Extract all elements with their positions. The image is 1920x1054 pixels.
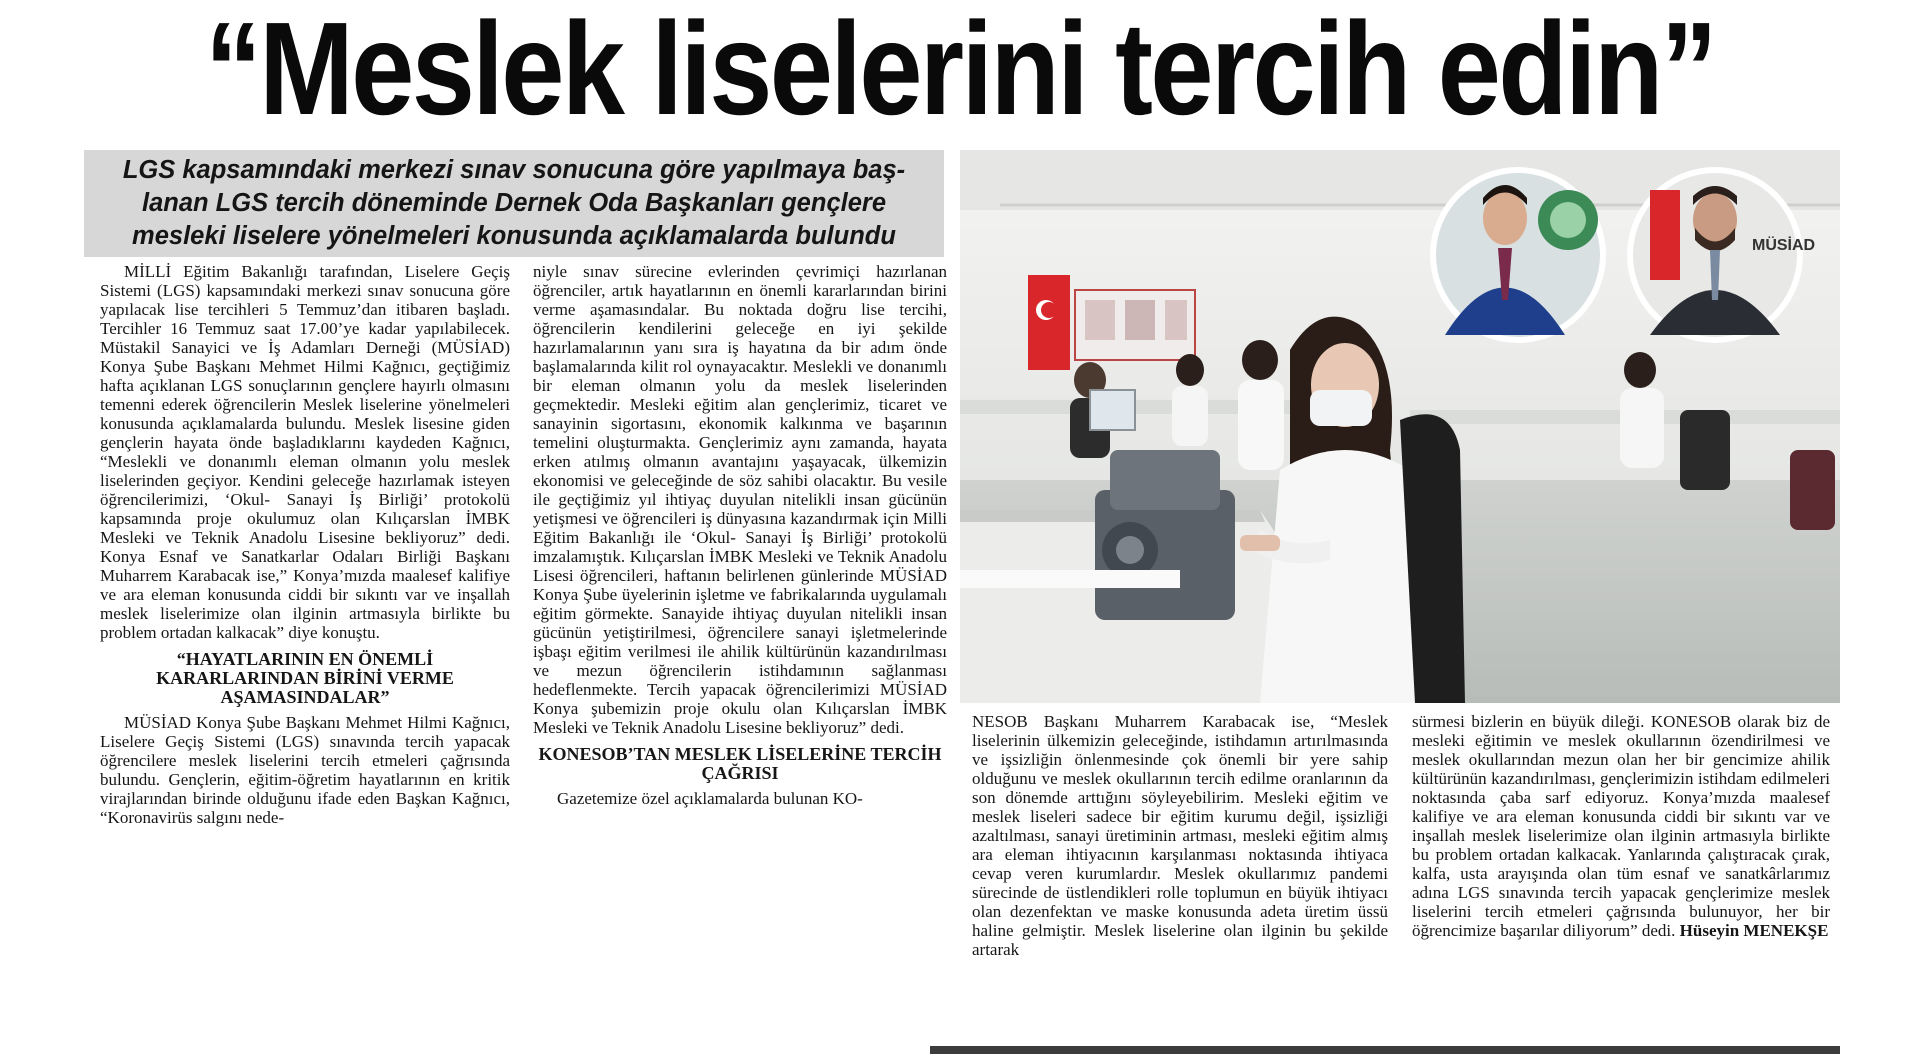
article-column-4 bbox=[1412, 712, 1830, 940]
col1-paragraph-2: MÜSİAD Konya Şube Başkanı Mehmet Hilmi Kağnıcı, Liselere Geçiş Sistemi (LGS) sınavında tercih yapacak öğrencilere meslek liselerini tercih etmeleri çağrısında bulundu. Gençlerin, eğitim-öğretim hayatlarının en kritik virajlarından birinde olduğunu ifade eden Başkan Kağnıcı, “Koronavirüs salgını nede- bbox=[100, 713, 510, 827]
bottom-rule bbox=[930, 1046, 1840, 1054]
col2-paragraph-1: niyle sınav sürecine evlerinden çevrimiçi hazırlanan öğrenciler, artık hayatlarının en önemli kararlarından birini verme aşamasındalar. Bu noktada doğru lise tercihi, öğrencilerin kendilerini geleceğe en iyi şekilde hazırlamalarının yanı sıra iş hayatına da bir adım önde başlamalarında kilit rol oynayacaktır. Meslekli ve donanımlı bir eleman olmanın yolu da meslek liselerinden geçmektedir. Mesleki eğitim alan gençlerimiz, ticaret ve sanayinin sigortasını, ekonomik kalkınma ve başarının temelini oluşturmakta. Gençlerimiz aynı zamanda, hayata erken atılmış olmanın avantajını yaşayacak, ülkemizin ekonomisi ve geleceğinde de söz sahibi olacaktır. Bu vesile ile geçtiğimiz yıl ihtiyaç duyulan nitelikli insan gücünün yetişmesi ve öğrencileri iş dünyasına kazandırmak için Milli Eğitim Bakanlığı ile ‘Okul- Sanayi İş Birliği’ protokolü imzalamıştık. Kılıçarslan İMBK Mesleki ve Teknik Anadolu Lisesi öğrencileri, haftanın belirlenen günlerinde MÜSİAD Konya Şube üyelerinin işletme ve fabrikalarında uygulamalı eğitim görmekte. Sanayide ihtiyaç duyulan nitelikli insan gücünün yetiştirilmesi, öğrencilere sanayi işletmelerinde işbaşı eğitim verilmesi ile ahilik kültürünün kazandırılması ve mezun öğrencilerin istihdamının sağlanması hedeflenmekte. Tercih yapacak öğrencilerimizi MÜSİAD Konya şubemizin proje okulu olan Kılıçarslan İMBK Mesleki ve Teknik Anadolu Lisesine bekliyoruz” dedi. bbox=[533, 262, 947, 737]
col1-subheading: “HAYATLARININ EN ÖNEMLİ KARARLARINDAN BİRİNİ VERME AŞAMASINDALAR” bbox=[156, 649, 454, 707]
headline: “Meslek liselerini tercih edin” bbox=[205, 0, 1715, 142]
article-column-3 bbox=[972, 712, 1388, 959]
turkish-flag-icon bbox=[1028, 275, 1070, 370]
portrait-left bbox=[1430, 167, 1606, 343]
sewing-class-photo bbox=[960, 150, 1840, 703]
col3-paragraph-1: NESOB Başkanı Muharrem Karabacak ise, “Meslek liselerinin ülkemizin geleceğinde, istihdamın artırılmasında ve işsizliğin önlenmesinde çok önemli bir yere sahip olduğunu ve meslek okullarının tercih edilme oranlarının da son dönemde arttığını söyleyebilirim. Mesleki eğitim ve meslek liseleri sadece bir eğitim kurumu değil, işsizliği azaltılması, sanayi üretiminin artması, mesleki eğitim almış ara eleman ihtiyacının karşılanması noktasında ihtiyaca cevap veren kurumlardır. Meslek okullarımız pandemi sürecinde de üstlendikleri rolle toplumun en büyük ihtiyacı olan dezenfektan ve maske konusunda adeta üretim üssü haline gelmiştir. Meslek liselerine olan ilginin bu şekilde artarak bbox=[972, 712, 1388, 959]
col4-text: sürmesi bizlerin en büyük dileği. KONESOB olarak biz de mesleki eğitimin ve meslek okullarının özendirilmesi ve meslek okullarından mezun olan her bir gencimize ahilik kültürünün kazandırılması, gençlerimizin istihdam edilmeleri noktasında çaba sarf ediyoruz. Konya’mızda maalesef kalifiye ve ara eleman konusunda ciddi bir sıkıntı var ve inşallah meslek liselerimize olan ilginin artmasıyla birlikte bu problem ortadan kalkacak. Yanlarında çalıştıracak çırak, kalfa, usta arayışında olan tüm esnaf ve sanatkârlarımız adına LGS sınavında tercih yapacak gençlerimize meslek liselerini tercih etmeleri çağrısında bulunuyor, her bir öğrencimize başarılar diliyorum” dedi. bbox=[1412, 712, 1830, 940]
col4-paragraph-1 bbox=[1412, 712, 1830, 940]
col2-paragraph-2: Gazetemize özel açıklamalarda bulunan KO- bbox=[557, 789, 863, 808]
article-column-1 bbox=[100, 262, 510, 827]
article-column-2 bbox=[533, 262, 947, 808]
subheadline-box bbox=[84, 150, 944, 257]
col1-paragraph-1: MİLLİ Eğitim Bakanlığı tarafından, Liselere Geçiş Sistemi (LGS) kapsamındaki merkezi sınav sonucuna göre yapılacak lise tercihleri 5 Temmuz’dan itibaren başladı. Tercihler 16 Temmuz saat 17.00’ye kadar yapılabilecek. Müstakil Sanayici ve İş Adamları Derneği (MÜSİAD) Konya Şube Başkanı Mehmet Hilmi Kağnıcı, geçtiğimiz hafta açıklanan LGS sonuçlarının gençlere hayırlı olmasını temenni ederek öğrencilerin Meslek liselerine yönelmeleri konusunda açıklamalarda bulundu. Meslek lisesine giden gençlerin hayata önde başladıklarını kaydeden Kağnıcı, “Meslekli ve donanımlı eleman olmanın yolu meslek liselerinden geçiyor. Kendini geleceğe hazırlamak isteyen öğrencilerimizi, ‘Okul- Sanayi İş Birliği’ protokolü kapsamında proje okulumuz olan Kılıçarslan İMBK Mesleki ve Teknik Anadolu Lisesine bekliyoruz” dedi. Konya Esnaf ve Sanatkarlar Odaları Birliği Başkanı Muharrem Karabacak ise,” Konya’mızda maalesef kalifiye ve ara eleman konusunda ciddi bir sıkıntı var ve inşallah meslek liselerimize olan ilginin artmasıyla birlikte bu problem ortadan kalkacak” diye konuştu. bbox=[100, 262, 510, 642]
author-signature: Hüseyin MENEKŞE bbox=[1679, 921, 1829, 940]
musiad-banner-text: MÜSİAD bbox=[1752, 237, 1816, 254]
subheadline: LGS kapsamındaki merkezi sınav sonucuna göre yapılmaya baş-lanan LGS tercih döneminde Dernek Oda Başkanları gençlere mesleki liselere yönelmeleri konusunda açıklamalarda bulundu bbox=[122, 156, 906, 250]
col2-subheading: KONESOB’TAN MESLEK LİSELERİNE TERCİH ÇAĞRISI bbox=[538, 744, 942, 783]
